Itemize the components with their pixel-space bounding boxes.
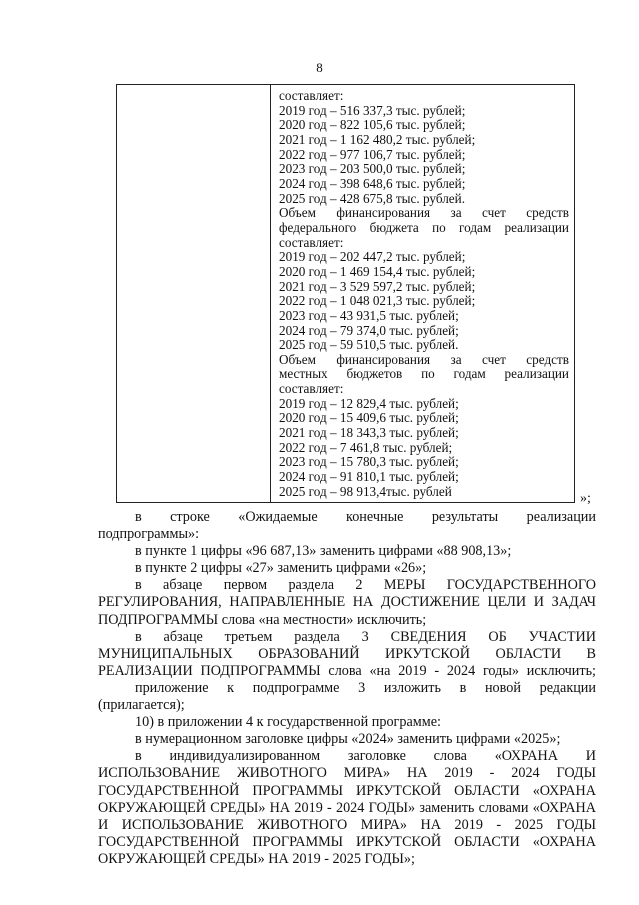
body-line: ИСПОЛЬЗОВАНИЕ ЖИВОТНОГО МИРА» НА 2019 - 2024 ГОДЫ xyxy=(98,765,596,782)
cell-line: 2019 год – 202 447,2 тыс. рублей; xyxy=(279,249,466,265)
cell-line: 2021 год – 3 529 597,2 тыс. рублей; xyxy=(279,278,476,294)
body-line: ОКРУЖАЮЩЕЙ СРЕДЫ» НА 2019 - 2024 ГОДЫ» заменить словами «ОХРАНА xyxy=(98,799,596,816)
cell-line: 2025 год – 59 510,5 тыс. рублей. xyxy=(279,337,459,353)
body-line: в индивидуализированном заголовке слова «ОХРАНА И xyxy=(135,748,596,765)
table-column-divider xyxy=(270,85,271,502)
cell-line: 2023 год – 43 931,5 тыс. рублей; xyxy=(279,307,459,323)
cell-line: 2023 год – 203 500,0 тыс. рублей; xyxy=(279,161,466,177)
cell-line: Объем финансирования за счет средств xyxy=(279,205,569,221)
body-line: 10) в приложении 4 к государственной программе: xyxy=(135,714,441,731)
body-line: РЕГУЛИРОВАНИЯ, НАПРАВЛЕННЫЕ НА ДОСТИЖЕНИЕ ЦЕЛИ И ЗАДАЧ xyxy=(98,594,596,611)
cell-line: 2020 год – 15 409,6 тыс. рублей; xyxy=(279,410,459,426)
financing-table xyxy=(116,84,575,503)
body-line: ПОДПРОГРАММЫ слова «на местности» исключить; xyxy=(98,611,427,628)
body-line: (прилагается); xyxy=(98,697,185,714)
cell-line: 2019 год – 12 829,4 тыс. рублей; xyxy=(279,395,459,411)
cell-line: 2022 год – 7 461,8 тыс. рублей; xyxy=(279,439,453,455)
cell-line: 2020 год – 1 469 154,4 тыс. рублей; xyxy=(279,263,476,279)
cell-line: 2024 год – 79 374,0 тыс. рублей; xyxy=(279,322,459,338)
cell-line: Объем финансирования за счет средств xyxy=(279,351,569,367)
cell-line: составляет: xyxy=(279,381,344,397)
cell-line: составляет: xyxy=(279,234,344,250)
body-line: МУНИЦИПАЛЬНЫХ ОБРАЗОВАНИЙ ИРКУТСКОЙ ОБЛАСТИ В xyxy=(98,645,596,662)
body-line: приложение к подпрограмме 3 изложить в новой редакции xyxy=(135,679,596,696)
cell-line: 2022 год – 977 106,7 тыс. рублей; xyxy=(279,146,466,162)
cell-line: 2019 год – 516 337,3 тыс. рублей; xyxy=(279,102,466,118)
cell-line: 2025 год – 98 913,4тыс. рублей xyxy=(279,483,452,499)
body-line: в абзаце первом раздела 2 МЕРЫ ГОСУДАРСТВЕННОГО xyxy=(135,577,596,594)
body-line: в нумерационном заголовке цифры «2024» заменить цифрами «2025»; xyxy=(135,731,561,748)
body-line: подпрограммы»: xyxy=(98,526,200,543)
cell-line: 2025 год – 428 675,8 тыс. рублей. xyxy=(279,190,465,206)
body-line: ОКРУЖАЮЩЕЙ СРЕДЫ» НА 2019 - 2025 ГОДЫ»; xyxy=(98,850,415,867)
financing-cell xyxy=(279,89,569,499)
cell-line: 2022 год – 1 048 021,3 тыс. рублей; xyxy=(279,293,476,309)
cell-line: федерального бюджета по годам реализации xyxy=(279,219,569,235)
cell-line: 2024 год – 398 648,6 тыс. рублей; xyxy=(279,175,466,191)
page-number: 8 xyxy=(316,60,323,75)
body-line: И ИСПОЛЬЗОВАНИЕ ЖИВОТНОГО МИРА» НА 2019 - 2025 ГОДЫ xyxy=(98,816,596,833)
cell-line: 2024 год – 91 810,1 тыс. рублей; xyxy=(279,469,459,485)
body-line: ГОСУДАРСТВЕННОЙ ПРОГРАММЫ ИРКУТСКОЙ ОБЛАСТИ «ОХРАНА xyxy=(98,833,596,850)
cell-line: составляет: xyxy=(279,88,344,103)
body-line: РЕАЛИЗАЦИИ ПОДПРОГРАММЫ слова «на 2019 - 2024 годы» исключить; xyxy=(98,662,596,679)
cell-line: 2023 год – 15 780,3 тыс. рублей; xyxy=(279,454,459,470)
cell-line: 2021 год – 1 162 480,2 тыс. рублей; xyxy=(279,131,476,147)
body-line: ГОСУДАРСТВЕННОЙ ПРОГРАММЫ ИРКУТСКОЙ ОБЛАСТИ «ОХРАНА xyxy=(98,782,596,799)
body-line: в абзаце третьем раздела 3 СВЕДЕНИЯ ОБ УЧАСТИИ xyxy=(135,628,596,645)
body-line: в пункте 1 цифры «96 687,13» заменить цифрами «88 908,13»; xyxy=(135,543,512,560)
cell-line: местных бюджетов по годам реализации xyxy=(279,366,569,382)
closing-quote: »; xyxy=(580,491,591,506)
body-line: в пункте 2 цифры «27» заменить цифрами «26»; xyxy=(135,560,427,577)
body-line: в строке «Ожидаемые конечные результаты реализации xyxy=(135,509,596,525)
document-body xyxy=(98,509,596,868)
cell-line: 2021 год – 18 343,3 тыс. рублей; xyxy=(279,425,459,441)
cell-line: 2020 год – 822 105,6 тыс. рублей; xyxy=(279,117,466,133)
